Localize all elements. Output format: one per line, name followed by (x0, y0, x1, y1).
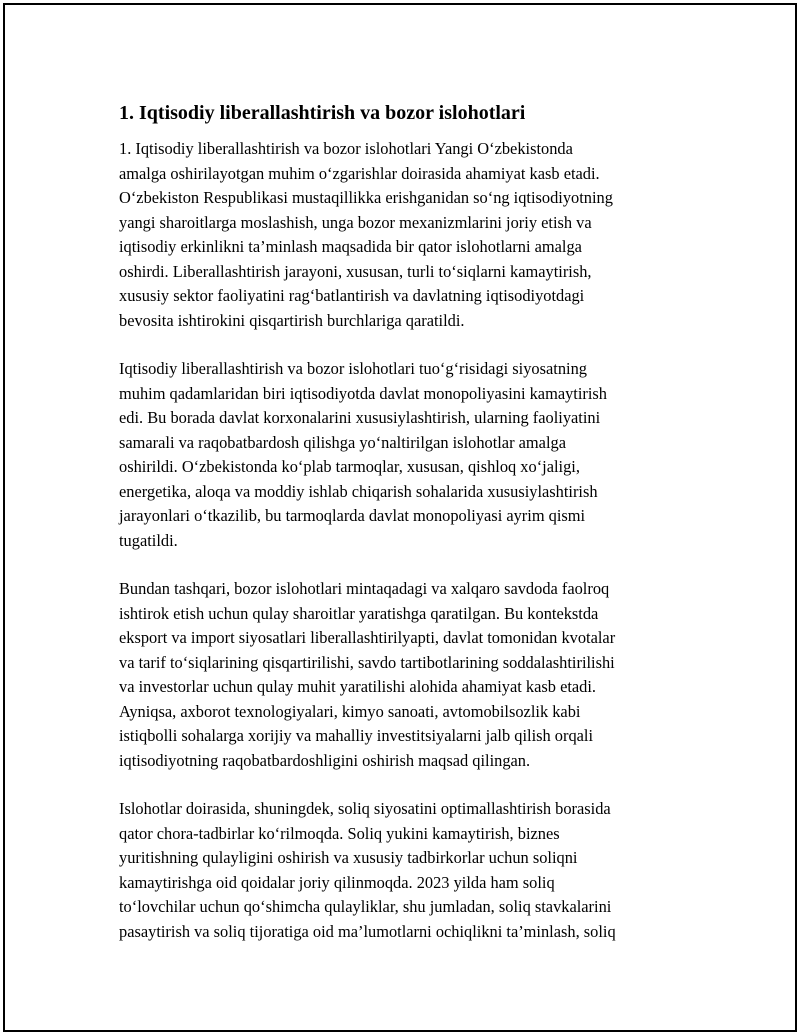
text-line: Bundan tashqari, bozor islohotlari mintaqadagi va xalqaro savdoda faolroq (119, 579, 610, 598)
text-line: Ayniqsa, axborot texnologiyalari, kimyo sanoati, avtomobilsozlik kabi (119, 701, 581, 721)
text-line: Islohotlar doirasida, shuningdek, soliq siyosatini optimallashtirish borasida (119, 799, 611, 818)
document-body (119, 95, 691, 968)
document-title: 1. Iqtisodiy liberallashtirish va bozor islohotlari (119, 102, 526, 124)
text-line: muhim qadamlaridan biri iqtisodiyotda davlat monopoliyasini kamaytirish (119, 383, 607, 403)
text-line: xususiy sektor faoliyatini rag‘batlantirish va davlatning iqtisodiyotdagi (119, 286, 585, 305)
text-line: to‘lovchilar uchun qo‘shimcha qulayliklar, shu jumladan, soliq stavkalarini (119, 897, 612, 916)
text-line: iqtisodiyotning raqobatbardoshligini oshirish maqsad qilingan. (119, 750, 531, 770)
text-line: O‘zbekiston Respublikasi mustaqillikka erishganidan so‘ng iqtisodiyotning (119, 188, 613, 207)
text-line: samarali va raqobatbardosh qilishga yo‘naltirilgan islohotlar amalga (119, 432, 566, 452)
text-line: jarayonlari o‘tkazilib, bu tarmoqlarda davlat monopoliyasi ayrim qismi (119, 506, 586, 525)
page-frame (3, 3, 797, 1032)
paragraph-list (119, 137, 691, 944)
paragraph (119, 577, 691, 773)
text-line: iqtisodiy erkinlikni ta’minlash maqsadida bir qator islohotlarni amalga (119, 237, 582, 256)
text-line: yangi sharoitlarga moslashish, unga bozor mexanizmlarini joriy etish va (119, 212, 592, 232)
text-line: ishtirok etish uchun qulay sharoitlar yaratishga qaratilgan. Bu kontekstda (119, 603, 599, 623)
text-line: kamaytirishga oid qoidalar joriy qilinmoqda. 2023 yilda ham soliq (119, 872, 555, 892)
text-line: yuritishning qulayligini oshirish va xususiy tadbirkorlar uchun soliqni (119, 848, 578, 867)
text-line: oshirildi. O‘zbekistonda ko‘plab tarmoqlar, xususan, qishloq xo‘jaligi, (119, 457, 580, 476)
text-line: pasaytirish va soliq tijoratiga oid ma’lumotlarni ochiqlikni ta’minlash, soliq (119, 921, 616, 941)
text-line: amalga oshirilayotgan muhim o‘zgarishlar doirasida ahamiyat kasb etadi. (119, 163, 600, 183)
paragraph (119, 357, 691, 553)
text-line: Iqtisodiy liberallashtirish va bozor islohotlari tuo‘g‘risidagi siyosatning (119, 359, 587, 378)
text-line: edi. Bu borada davlat korxonalarini xususiylashtirish, ularning faoliyatini (119, 408, 601, 427)
paragraph (119, 797, 691, 944)
text-line: energetika, aloqa va moddiy ishlab chiqarish sohalarida xususiylashtirish (119, 481, 598, 501)
text-line: eksport va import siyosatlari liberallashtirilyapti, davlat tomonidan kvotalar (119, 628, 616, 647)
text-line: bevosita ishtirokini qisqartirish burchlariga qaratildi. (119, 310, 465, 330)
text-line: tugatildi. (119, 530, 178, 550)
text-line: istiqbolli sohalarga xorijiy va mahalliy investitsiyalarni jalb qilish orqali (119, 726, 594, 745)
text-line: va tarif to‘siqlarining qisqartirilishi, savdo tartibotlarining soddalashtirilishi (119, 652, 615, 672)
text-line: qator chora-tadbirlar ko‘rilmoqda. Soliq yukini kamaytirish, biznes (119, 823, 560, 843)
text-line: 1. Iqtisodiy liberallashtirish va bozor islohotlari Yangi O‘zbekistonda (119, 139, 573, 158)
paragraph (119, 137, 691, 333)
text-line: oshirdi. Liberallashtirish jarayoni, xususan, turli to‘siqlarni kamaytirish, (119, 261, 592, 281)
text-line: va investorlar uchun qulay muhit yaratilishi alohida ahamiyat kasb etadi. (119, 677, 597, 696)
